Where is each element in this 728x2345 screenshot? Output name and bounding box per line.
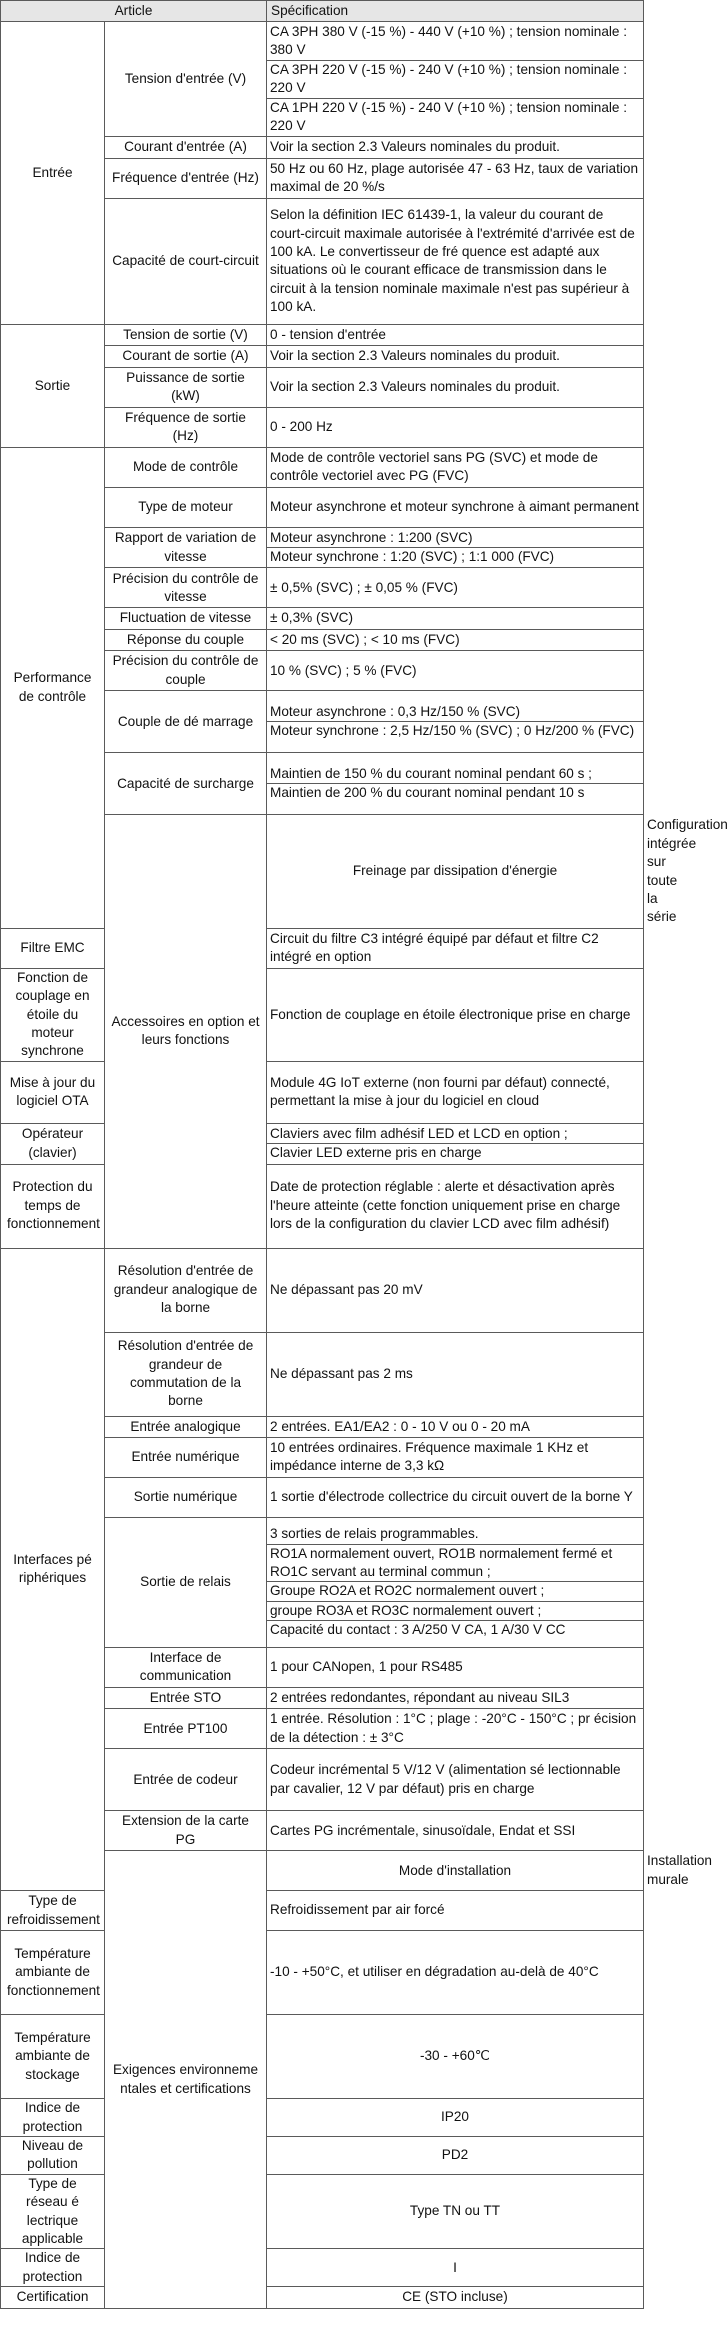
spec-line: Maintien de 150 % du courant nominal pendant 60 s ;: [270, 765, 592, 781]
row-label: Sortie numérique: [105, 1477, 267, 1517]
table-row: [1, 1931, 644, 2015]
row-label: Courant d'entrée (A): [105, 137, 267, 158]
spec-line: Moteur synchrone : 2,5 Hz/150 % (SVC) ; 0 Hz/200 % (FVC): [267, 721, 643, 740]
table-row: [1, 324, 644, 345]
row-label: Réponse du couple: [105, 629, 267, 650]
row-label: Capacité de court-circuit: [105, 198, 267, 324]
group-sortie: Sortie: [1, 324, 105, 447]
spec-line: RO1A normalement ouvert, RO1B normalement fermé et RO1C servant au terminal commun ;: [267, 1544, 643, 1582]
group-accessoires: Accessoires en option et leurs fonctions: [105, 815, 267, 1248]
row-label: Précision du contrôle de couple: [105, 651, 267, 691]
row-spec: 0 - tension d'entrée: [267, 324, 644, 345]
row-label: Fluctuation de vitesse: [105, 608, 267, 629]
row-label: Tension d'entrée (V): [105, 22, 267, 137]
row-label: Filtre EMC: [1, 928, 105, 968]
row-label: Protection du temps de fonctionnement: [1, 1164, 105, 1248]
spec-line: Moteur asynchrone : 1:200 (SVC): [270, 529, 473, 545]
row-label: Courant de sortie (A): [105, 346, 267, 367]
row-spec: Type TN ou TT: [267, 2174, 644, 2249]
row-spec: Ne dépassant pas 20 mV: [267, 1248, 644, 1332]
row-spec: Voir la section 2.3 Valeurs nominales du produit.: [267, 346, 644, 367]
spec-line: Clavier LED externe pris en charge: [267, 1143, 643, 1162]
row-label: Fréquence de sortie (Hz): [105, 407, 267, 447]
row-spec: Moteur asynchrone et moteur synchrone à aimant permanent: [267, 487, 644, 527]
row-spec: < 20 ms (SVC) ; < 10 ms (FVC): [267, 629, 644, 650]
row-spec: Codeur incrémental 5 V/12 V (alimentation sé lectionnable par cavalier, 12 V par défaut) pris en charge: [267, 1749, 644, 1811]
row-label: Résolution d'entrée de grandeur analogique de la borne: [105, 1248, 267, 1332]
row-spec: Mode de contrôle vectoriel sans PG (SVC) et mode de contrôle vectoriel avec PG (FVC): [267, 447, 644, 487]
spec-line: Moteur synchrone : 1:20 (SVC) ; 1:1 000 (FVC): [267, 547, 643, 566]
row-label: Mode de contrôle: [105, 447, 267, 487]
row-spec: -30 - +60℃: [267, 2015, 644, 2099]
spec-line: CA 3PH 380 V (-15 %) - 440 V (+10 %) ; tension nominale : 380 V: [270, 24, 628, 58]
row-label: Certification: [1, 2287, 105, 2308]
row-spec: Circuit du filtre C3 intégré équipé par défaut et filtre C2 intégré en option: [267, 928, 644, 968]
row-label: Température ambiante de stockage: [1, 2015, 105, 2099]
row-spec: Voir la section 2.3 Valeurs nominales du produit.: [267, 367, 644, 407]
table-row: [1, 447, 644, 487]
table-row: [1, 1061, 644, 1123]
row-label: Température ambiante de fonctionnement: [1, 1931, 105, 2015]
row-label: Mise à jour du logiciel OTA: [1, 1061, 105, 1123]
table-header-row: [1, 1, 644, 22]
row-spec: Date de protection réglable : alerte et désactivation après l'heure atteinte (cette fonction uniquement prise en charge lors de la configuration du clavier LCD avec film adhésif): [267, 1164, 644, 1248]
row-label: Interface de communication: [105, 1647, 267, 1687]
row-label: Entrée de codeur: [105, 1749, 267, 1811]
group-interfaces: Interfaces pé riphériques: [1, 1248, 105, 1891]
row-label: Résolution d'entrée de grandeur de commutation de la borne: [105, 1332, 267, 1416]
group-performance: Performance de contrôle: [1, 447, 105, 928]
row-spec: Selon la définition IEC 61439-1, la valeur du courant de court-circuit maximale autorisée à l'extrémité d'arrivée est de 100 kA. Le convertisseur de fré quence est adapté aux situations où le courant efficace de transmission dans le circuit à la tension nominale maximale n'est pas supérieur à 100 kA.: [267, 198, 644, 324]
header-article: Article: [1, 1, 267, 22]
table-row: [1, 22, 644, 137]
row-spec: [267, 1123, 644, 1164]
table-row: [1, 1891, 644, 1931]
spec-line: Groupe RO2A et RO2C normalement ouvert ;: [267, 1581, 643, 1600]
table-row: [1, 1123, 644, 1164]
row-label: Sortie de relais: [105, 1517, 267, 1647]
row-label: Freinage par dissipation d'énergie: [267, 815, 644, 928]
row-spec: 1 pour CANopen, 1 pour RS485: [267, 1647, 644, 1687]
group-exigences: Exigences environneme ntales et certifications: [105, 1851, 267, 2308]
row-spec: PD2: [267, 2137, 644, 2175]
row-spec: 10 % (SVC) ; 5 % (FVC): [267, 651, 644, 691]
row-label: Niveau de pollution: [1, 2137, 105, 2175]
table-row: [1, 928, 644, 968]
table-row: [1, 1248, 644, 1332]
row-spec: 2 entrées. EA1/EA2 : 0 - 10 V ou 0 - 20 mA: [267, 1416, 644, 1437]
row-spec: CE (STO incluse): [267, 2287, 644, 2308]
row-spec: Module 4G IoT externe (non fourni par défaut) connecté, permettant la mise à jour du logiciel en cloud: [267, 1061, 644, 1123]
row-label: Puissance de sortie (kW): [105, 367, 267, 407]
row-label: Type de moteur: [105, 487, 267, 527]
spec-line: CA 1PH 220 V (-15 %) - 240 V (+10 %) ; tension nominale : 220 V: [267, 98, 643, 136]
spec-line: Maintien de 200 % du courant nominal pendant 10 s: [267, 783, 643, 802]
row-label: Opérateur (clavier): [1, 1123, 105, 1164]
row-spec: Ne dépassant pas 2 ms: [267, 1332, 644, 1416]
table-row: [1, 2287, 644, 2308]
row-spec: [267, 753, 644, 815]
row-spec: 0 - 200 Hz: [267, 407, 644, 447]
row-spec: Cartes PG incrémentale, sinusoïdale, Endat et SSI: [267, 1811, 644, 1851]
table-row: [1, 2249, 644, 2287]
row-label: Type de réseau é lectrique applicable: [1, 2174, 105, 2249]
header-specification: Spécification: [267, 1, 644, 22]
row-spec: Fonction de couplage en étoile électronique prise en charge: [267, 968, 644, 1061]
group-entree: Entrée: [1, 22, 105, 325]
table-row: Accessoires en option et leurs fonctions Freinage par dissipation d'énergie Configuration intégrée sur toute la série: [1, 815, 644, 928]
row-label: Mode d'installation: [267, 1851, 644, 1891]
row-label: Entrée STO: [105, 1687, 267, 1708]
table-row: [1, 968, 644, 1061]
row-label: Indice de protection: [1, 2099, 105, 2137]
row-label: Entrée PT100: [105, 1709, 267, 1749]
spec-line: Capacité du contact : 3 A/250 V CA, 1 A/30 V CC: [267, 1620, 643, 1639]
spec-line: 3 sorties de relais programmables.: [270, 1526, 479, 1542]
row-spec: I: [267, 2249, 644, 2287]
row-spec: [267, 527, 644, 568]
table-row: [1, 2099, 644, 2137]
row-label: Couple de dé marrage: [105, 691, 267, 753]
row-label: Précision du contrôle de vitesse: [105, 568, 267, 608]
spec-line: Moteur asynchrone : 0,3 Hz/150 % (SVC): [270, 703, 521, 719]
table-row: [1, 2137, 644, 2175]
spec-line: CA 3PH 220 V (-15 %) - 240 V (+10 %) ; tension nominale : 220 V: [267, 60, 643, 98]
table-row: [1, 2174, 644, 2249]
row-label: Fonction de couplage en étoile du moteur synchrone: [1, 968, 105, 1061]
row-spec: 50 Hz ou 60 Hz, plage autorisée 47 - 63 Hz, taux de variation maximal de 20 %/s: [267, 158, 644, 198]
spec-line: groupe RO3A et RO3C normalement ouvert ;: [267, 1601, 643, 1620]
row-spec: -10 - +50°C, et utiliser en dégradation au-delà de 40°C: [267, 1931, 644, 2015]
row-spec: IP20: [267, 2099, 644, 2137]
row-spec: [267, 22, 644, 137]
row-label: Extension de la carte PG: [105, 1811, 267, 1851]
row-spec: 2 entrées redondantes, répondant au niveau SIL3: [267, 1687, 644, 1708]
table-row: Exigences environneme ntales et certifications Mode d'installation Installation murale: [1, 1851, 644, 1891]
row-spec: [267, 1517, 644, 1647]
row-label: Tension de sortie (V): [105, 324, 267, 345]
row-spec: 10 entrées ordinaires. Fréquence maximale 1 KHz et impédance interne de 3,3 kΩ: [267, 1437, 644, 1477]
row-spec: 1 sortie d'électrode collectrice du circuit ouvert de la borne Y: [267, 1477, 644, 1517]
row-label: Entrée numérique: [105, 1437, 267, 1477]
row-spec: ± 0,3% (SVC): [267, 608, 644, 629]
row-label: Entrée analogique: [105, 1416, 267, 1437]
row-spec: [267, 691, 644, 753]
row-label: Indice de protection: [1, 2249, 105, 2287]
row-label: Rapport de variation de vitesse: [105, 527, 267, 568]
row-label: Capacité de surcharge: [105, 753, 267, 815]
table-row: [1, 1164, 644, 1248]
row-spec: 1 entrée. Résolution : 1°C ; plage : -20°C - 150°C ; pr écision de la détection : ± 3°C: [267, 1709, 644, 1749]
table-row: [1, 2015, 644, 2099]
spec-line: Claviers avec film adhésif LED et LCD en option ;: [270, 1125, 568, 1141]
row-spec: ± 0,5% (SVC) ; ± 0,05 % (FVC): [267, 568, 644, 608]
row-label: Type de refroidissement: [1, 1891, 105, 1931]
row-spec: Voir la section 2.3 Valeurs nominales du produit.: [267, 137, 644, 158]
row-label: Fréquence d'entrée (Hz): [105, 158, 267, 198]
row-spec: Refroidissement par air forcé: [267, 1891, 644, 1931]
